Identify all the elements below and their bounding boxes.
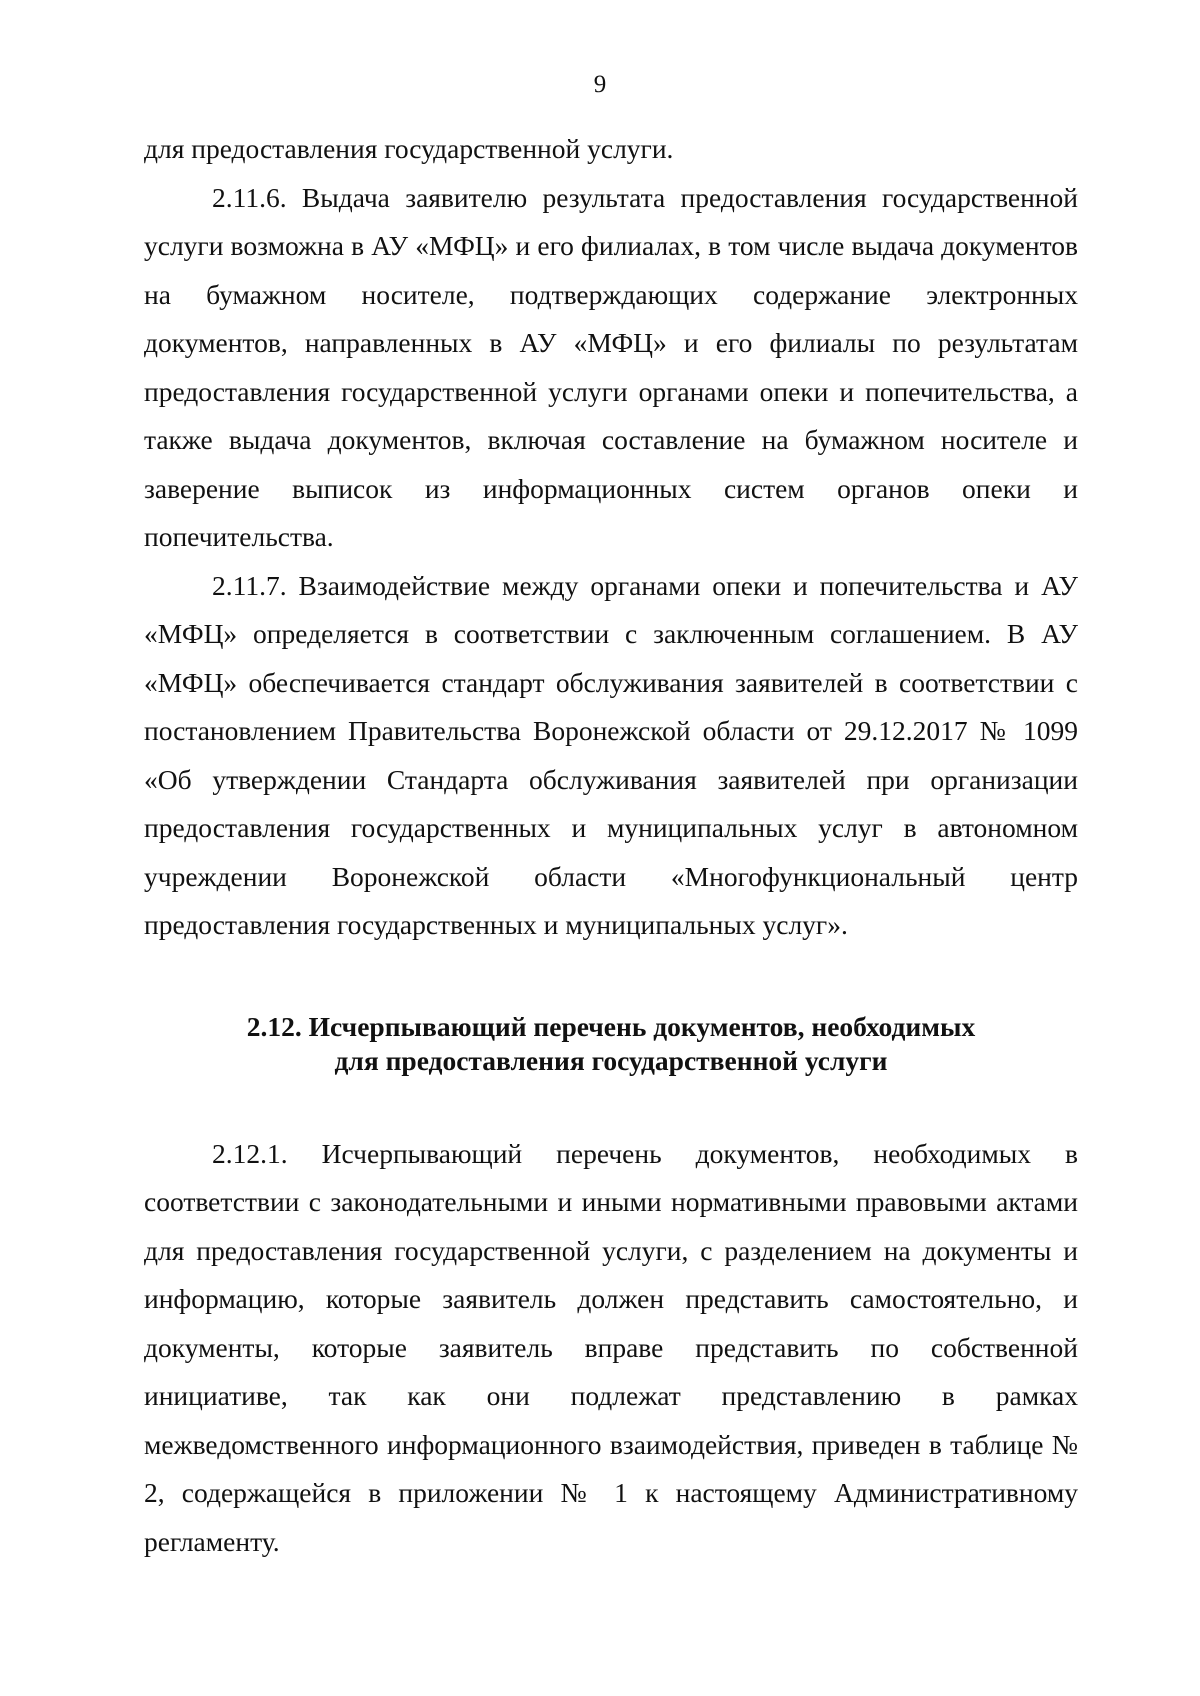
paragraph-2-11-6: 2.11.6. Выдача заявителю результата предоставления государственной услуги возможна в АУ «МФЦ» и его филиалах, в том числе выдача документов на бумажном носителе, подтверждающих содержание электронных документов, направленных в АУ «МФЦ» и его филиалы по результатам предоставления государственной услуги органами опеки и попечительства, а также выдача документов, включая составление на бумажном носителе и заверение выписок из информационных систем органов опеки и попечительства. <box>144 181 1078 552</box>
paragraph-continuation: для предоставления государственной услуги. <box>144 133 674 164</box>
page-number: 9 <box>593 71 607 98</box>
paragraph-2-12-1: 2.12.1. Исчерпывающий перечень документов, необходимых в соответствии с законодательными и иными нормативными правовыми актами для предоставления государственной услуги, с разделением на документы и информацию, которые заявитель должен представить самостоятельно, и документы, которые заявитель вправе представить по собственной инициативе, так как они подлежат представлению в рамках межведомственного информационного взаимодействия, приведен в таблице № 2, содержащейся в приложении № 1 к настоящему Административному регламенту. <box>144 1137 1078 1557</box>
section-heading-line-1: 2.12. Исчерпывающий перечень документов, необходимых <box>246 1010 976 1042</box>
document-body <box>144 125 1078 1566</box>
section-heading-line-2: для предоставления государственной услуги <box>334 1044 888 1076</box>
paragraph-2-11-7: 2.11.7. Взаимодействие между органами опеки и попечительства и АУ «МФЦ» определяется в соответствии с заключенным соглашением. В АУ «МФЦ» обеспечивается стандарт обслуживания заявителей в соответствии с постановлением Правительства Воронежской области от 29.12.2017 № 1099 «Об утверждении Стандарта обслуживания заявителей при организации предоставления государственных и муниципальных услуг в автономном учреждении Воронежской области «Многофункциональный центр предоставления государственных и муниципальных услуг». <box>144 569 1078 940</box>
section-heading-2-12 <box>144 1010 1078 1078</box>
